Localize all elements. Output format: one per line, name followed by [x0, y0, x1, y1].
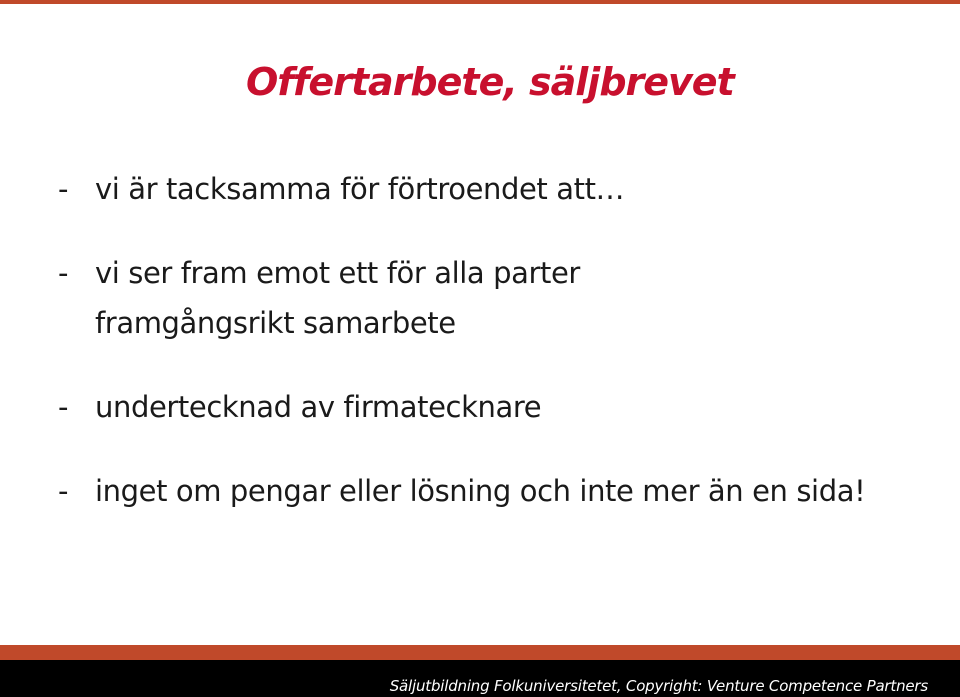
bullet-dash: - [58, 390, 69, 424]
bullet-dash: - [58, 172, 69, 206]
bullet-item [58, 248, 938, 348]
bullet-item [58, 164, 938, 214]
slide-title: Offertarbete, säljbrevet [246, 60, 734, 104]
footer-copyright: Säljutbildning Folkuniversitetet, Copyright: Venture Competence Partners [389, 677, 928, 695]
bullet-text: vi är tacksamma för förtroendet att… [95, 172, 625, 206]
bullet-item [58, 466, 938, 516]
bullet-dash: - [58, 256, 69, 290]
top-accent-rule [0, 0, 960, 4]
bullet-text: undertecknad av firmatecknare [95, 390, 542, 424]
bullet-dash: - [58, 474, 69, 508]
bullet-item [58, 382, 938, 432]
bullet-text: vi ser fram emot ett för alla parter [95, 256, 580, 290]
bullet-text-continued: framgångsrikt samarbete [95, 306, 456, 340]
bullet-text: inget om pengar eller lösning och inte mer än en sida! [95, 474, 866, 508]
bullet-list [58, 164, 938, 516]
footer-accent-band [0, 645, 960, 660]
